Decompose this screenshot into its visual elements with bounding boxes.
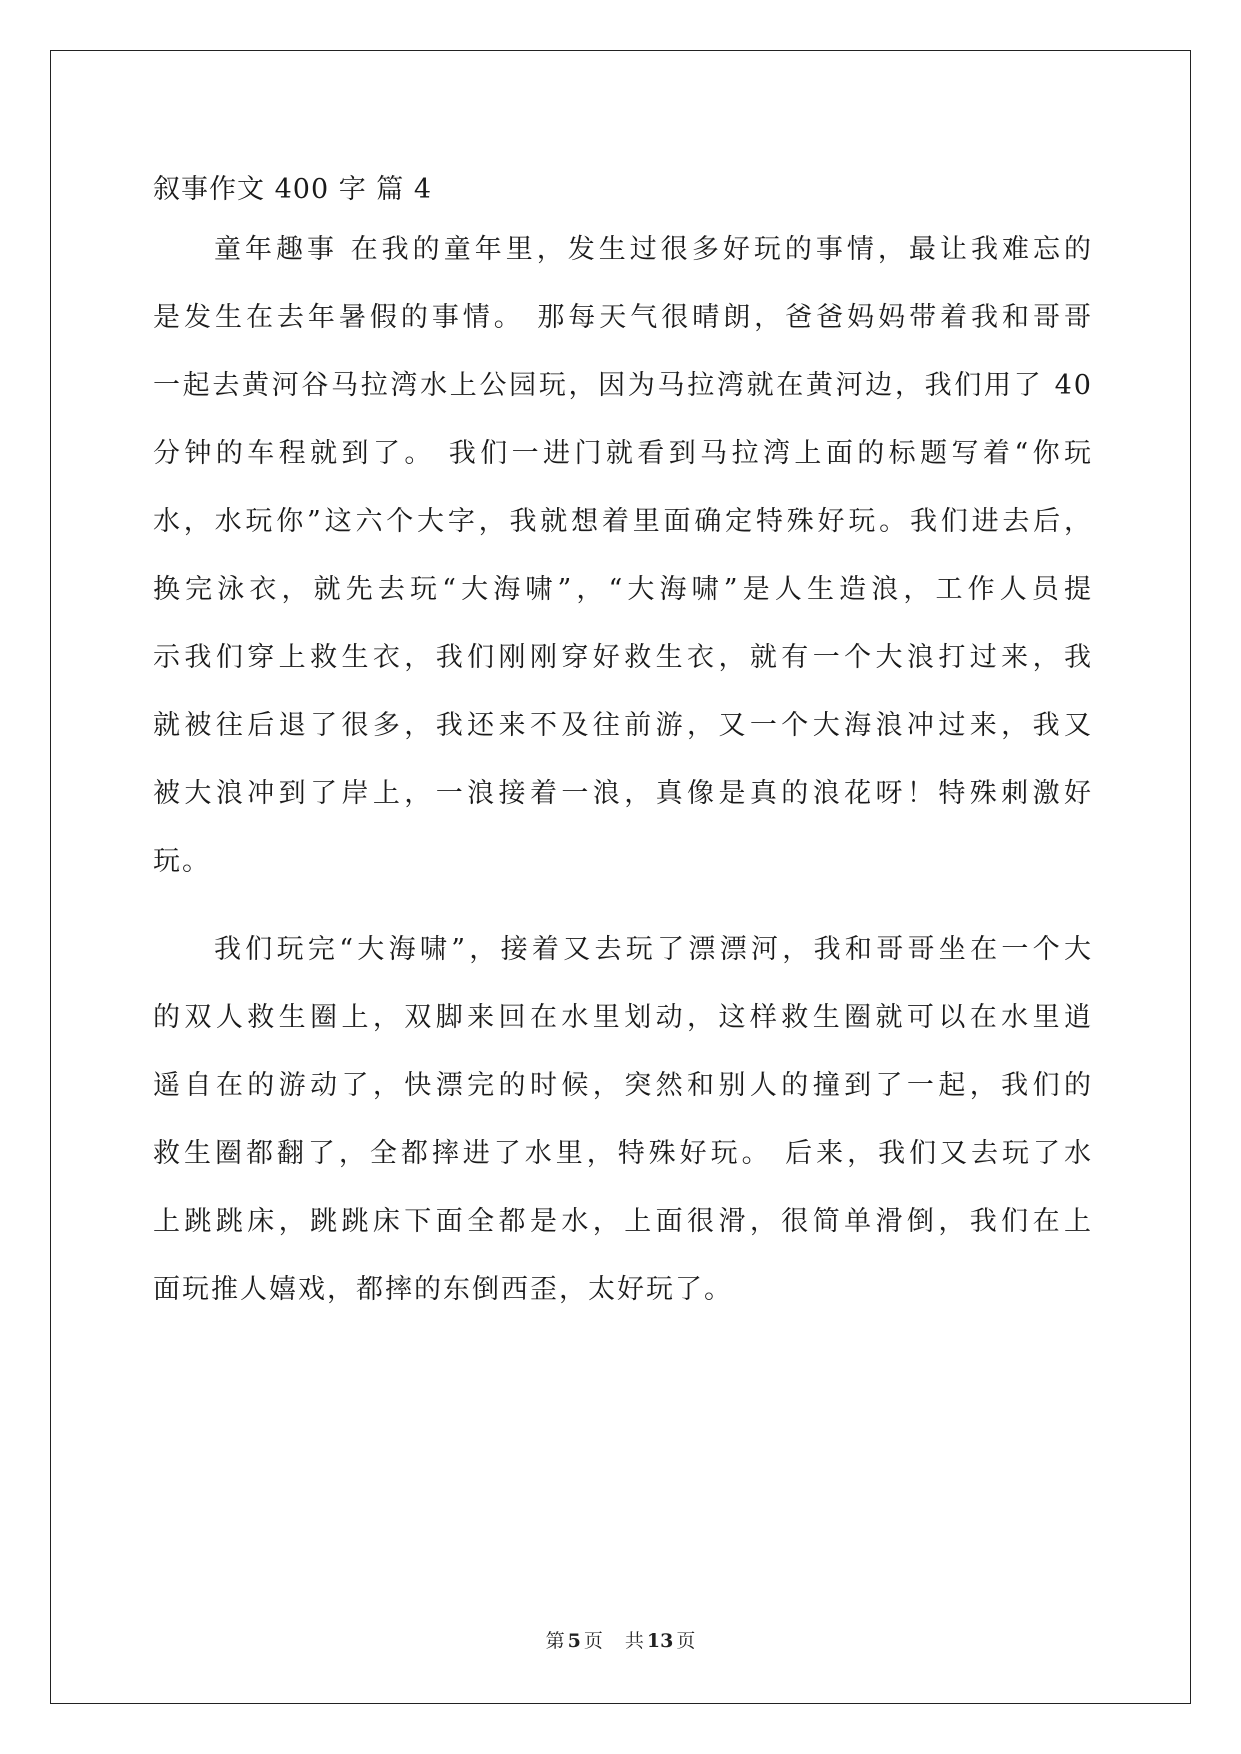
paragraph-2-line-4: 救生圈都翻了，全都摔进了水里，特殊好玩。 后来，我们又去玩了水: [153, 1138, 1093, 1169]
paragraph-1-line-4: 分钟的车程就到了。 我们一进门就看到马拉湾上面的标题写着“你玩: [153, 438, 1093, 469]
paragraph-1-line-8: 就被往后退了很多，我还来不及往前游，又一个大海浪冲过来，我又: [153, 710, 1093, 741]
paragraph-2-line-6: 面玩推人嬉戏，都摔的东倒西歪，太好玩了。: [153, 1274, 733, 1305]
paragraph-1-line-5: 水，水玩你”这六个大字，我就想着里面确定特殊好玩。我们进去后，: [153, 506, 1093, 537]
page-prefix: 第: [545, 1630, 565, 1652]
total-pages: 13: [646, 1630, 674, 1652]
page-number: 5: [567, 1630, 581, 1652]
paragraph-2-line-1: 我们玩完“大海啸”，接着又去玩了漂漂河，我和哥哥坐在一个大: [214, 934, 1093, 965]
page-footer: [0, 1628, 1241, 1654]
paragraph-1-line-2: 是发生在去年暑假的事情。 那每天气很晴朗，爸爸妈妈带着我和哥哥: [153, 302, 1093, 333]
total-suffix: 页: [676, 1630, 696, 1652]
total-prefix: 共: [624, 1630, 644, 1652]
paragraph-1-line-10: 玩。: [153, 846, 211, 877]
paragraph-1-line-3: 一起去黄河谷马拉湾水上公园玩，因为马拉湾就在黄河边，我们用了 40: [153, 370, 1093, 401]
page-suffix: 页: [583, 1630, 603, 1652]
paragraph-1-line-1: 童年趣事 在我的童年里，发生过很多好玩的事情，最让我难忘的: [214, 234, 1093, 265]
paragraph-1-line-9: 被大浪冲到了岸上，一浪接着一浪，真像是真的浪花呀！特殊刺激好: [153, 778, 1093, 809]
paragraph-2-line-3: 遥自在的游动了，快漂完的时候，突然和别人的撞到了一起，我们的: [153, 1070, 1093, 1101]
paragraph-2-line-2: 的双人救生圈上，双脚来回在水里划动，这样救生圈就可以在水里逍: [153, 1002, 1093, 1033]
paragraph-2-line-5: 上跳跳床，跳跳床下面全都是水，上面很滑，很简单滑倒，我们在上: [153, 1206, 1093, 1237]
paragraph-1-line-7: 示我们穿上救生衣，我们刚刚穿好救生衣，就有一个大浪打过来，我: [153, 642, 1093, 673]
essay-title: 叙事作文 400 字 篇 4: [153, 174, 433, 205]
paragraph-1-line-6: 换完泳衣，就先去玩“大海啸”，“大海啸”是人生造浪，工作人员提: [153, 574, 1093, 605]
